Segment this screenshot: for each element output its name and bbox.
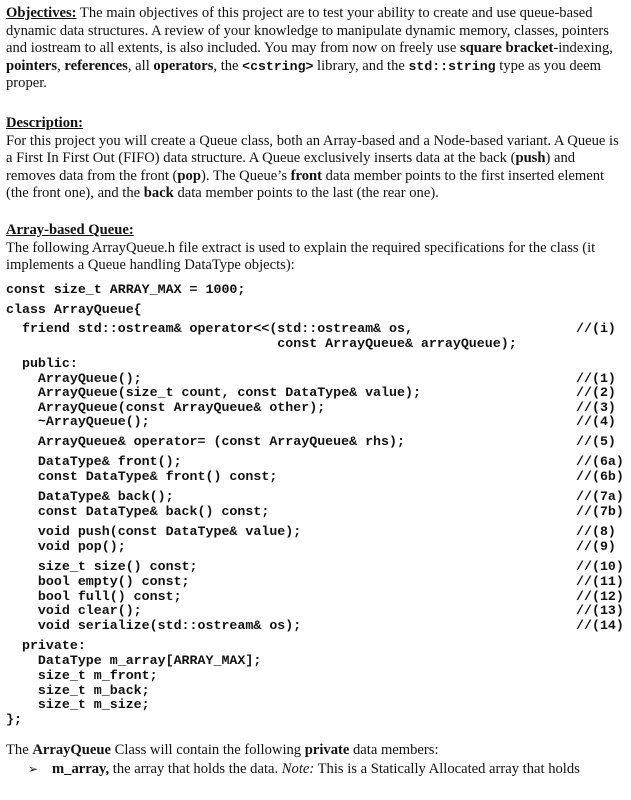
description-text: data member points to the first inserted element (the front one), and the xyxy=(6,167,605,201)
objectives-text: type as you deem proper. xyxy=(6,57,601,91)
code-comment: //(12) xyxy=(576,589,624,604)
code-line: ArrayQueue(const ArrayQueue& other); xyxy=(6,400,326,415)
code-comment: //(7b) xyxy=(576,504,624,519)
term-front: front xyxy=(290,167,323,184)
code-line: size_t m_front; xyxy=(6,668,158,683)
code-comment: //(6b) xyxy=(576,469,624,484)
code-comment: //(4) xyxy=(576,414,616,429)
array-queue-section xyxy=(6,222,626,275)
bullet-text: This is a Statically Allocated array that holds xyxy=(314,761,580,777)
code-line: ~ArrayQueue(); xyxy=(6,414,150,429)
description-section xyxy=(6,115,626,203)
data-members-intro xyxy=(6,742,439,760)
note-label: Note: xyxy=(281,761,315,777)
code-line: class ArrayQueue{ xyxy=(6,302,142,317)
code-line: const DataType& back() const; xyxy=(6,504,270,519)
code-comment: //(8) xyxy=(576,524,616,539)
code-comment: //(3) xyxy=(576,400,616,415)
code-line: size_t m_size; xyxy=(6,697,150,712)
objectives-text: The main objectives of this project are to test your ability to create and use queue-based dynamic data structures. A review of your knowledge to manipulate dynamic memory, classes, pointers and iostream to all extents, is also included. You may from now on freely use xyxy=(6,5,609,56)
term-square-bracket: square bracket xyxy=(459,40,554,56)
description-text: ). The Queue’s xyxy=(200,167,291,184)
code-line: bool empty() const; xyxy=(6,574,190,589)
term-private: private xyxy=(304,742,350,758)
term-operators: operators xyxy=(153,57,214,74)
array-queue-intro: The following ArrayQueue.h file extract is used to explain the required specifications for the class (it implements a Queue handling DataType objects): xyxy=(6,239,596,273)
term-pointers: pointers xyxy=(6,57,58,74)
code-line: const DataType& front() const; xyxy=(6,469,278,484)
array-queue-heading: Array-based Queue: xyxy=(6,222,134,238)
code-line: void clear(); xyxy=(6,603,142,618)
code-line: const size_t ARRAY_MAX = 1000; xyxy=(6,282,246,297)
code-comment: //(9) xyxy=(576,539,616,554)
code-line: size_t m_back; xyxy=(6,683,150,698)
term-pop: pop xyxy=(177,167,201,184)
code-line: const ArrayQueue& arrayQueue); xyxy=(6,336,517,351)
description-heading: Description: xyxy=(6,115,84,131)
term-back: back xyxy=(143,185,174,201)
code-comment: //(13) xyxy=(576,603,624,618)
code-line: void push(const DataType& value); xyxy=(6,524,302,539)
bullet-m-array xyxy=(28,761,628,779)
trailing-text: data members: xyxy=(349,742,439,758)
code-comment: //(11) xyxy=(576,574,624,589)
code-line: ArrayQueue(size_t count, const DataType& value); xyxy=(6,385,421,400)
code-line: private: xyxy=(6,638,86,653)
code-comment: //(7a) xyxy=(576,489,624,504)
member-name: m_array, xyxy=(52,761,110,777)
code-comment: //(1) xyxy=(576,371,616,386)
code-line: DataType m_array[ARRAY_MAX]; xyxy=(6,653,262,668)
objectives-text: -indexing, xyxy=(553,40,613,56)
description-paragraph xyxy=(6,133,626,203)
code-line: DataType& back(); xyxy=(6,489,174,504)
code-comment: //(6a) xyxy=(576,454,624,469)
code-line: ArrayQueue& operator= (const ArrayQueue& rhs); xyxy=(6,434,405,449)
class-name: ArrayQueue xyxy=(32,742,111,758)
objectives-heading: Objectives: xyxy=(6,5,77,21)
code-line: void serialize(std::ostream& os); xyxy=(6,618,302,633)
objectives-text: , xyxy=(57,57,65,74)
description-text: data member points to the last (the rear one). xyxy=(173,185,439,201)
trailing-text: The xyxy=(6,742,33,758)
objectives-paragraph xyxy=(6,5,626,93)
term-std-string: std::string xyxy=(408,58,496,74)
description-text: ) and removes data from the front ( xyxy=(6,150,576,184)
bullet-text: the array that holds the data. xyxy=(109,761,282,777)
description-text: For this project you will create a Queue class, both an Array-based and a Node-based variant. A Queue is a First In First Out (FIFO) data structure. A Queue exclusively inserts data at the back ( xyxy=(6,132,619,166)
code-line: void pop(); xyxy=(6,539,126,554)
code-comment: //(14) xyxy=(576,618,624,633)
trailing-text: Class will contain the following xyxy=(110,742,305,758)
objectives-text: , all xyxy=(127,57,154,74)
code-comment: //(i) xyxy=(576,321,616,336)
code-line: friend std::ostream& operator<<(std::ostream& os, xyxy=(6,321,413,336)
code-comment: //(2) xyxy=(576,385,616,400)
term-push: push xyxy=(515,150,546,166)
objectives-text: library, and the xyxy=(313,57,409,74)
arrow-bullet-icon: ➢ xyxy=(28,762,39,776)
term-cstring: <cstring> xyxy=(242,58,314,74)
code-line: ArrayQueue(); xyxy=(6,371,142,386)
code-comment: //(5) xyxy=(576,434,616,449)
code-line: DataType& front(); xyxy=(6,454,182,469)
code-line: size_t size() const; xyxy=(6,559,198,574)
code-comment: //(10) xyxy=(576,559,624,574)
objectives-text: , the xyxy=(213,57,243,74)
code-line: bool full() const; xyxy=(6,589,182,604)
code-line: public: xyxy=(6,356,78,371)
term-references: references xyxy=(64,57,128,74)
code-line: }; xyxy=(6,712,22,727)
